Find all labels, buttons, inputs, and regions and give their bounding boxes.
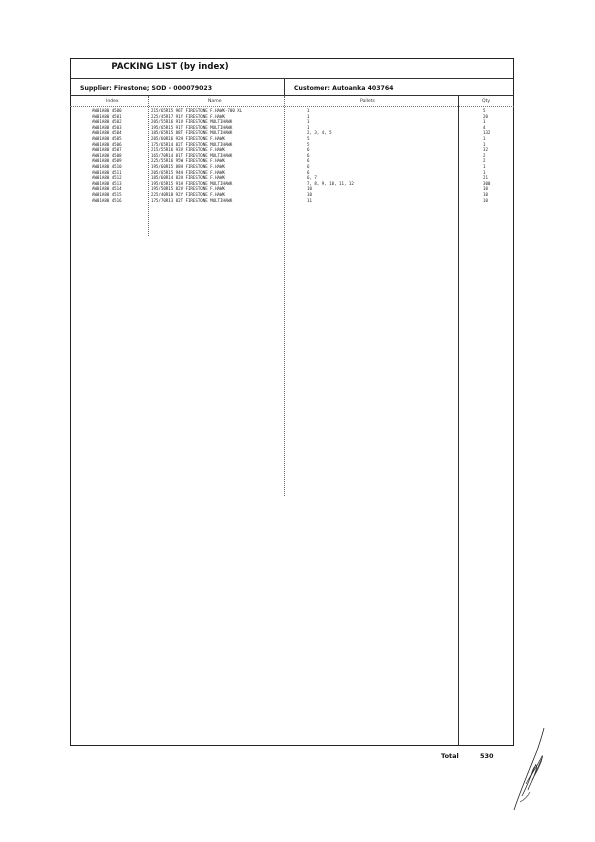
row-index: AW01A80 4514: [92, 186, 122, 192]
column-header-divider: [70, 106, 514, 107]
row-name: 175/70R13 82T FIRESTONE MULTIHAWK: [151, 197, 233, 203]
row-index: AW01A80 4504: [92, 130, 122, 136]
row-pallets: 11: [307, 197, 312, 203]
row-pallets: 6: [307, 147, 310, 153]
row-name: 175/65R14 82T FIRESTONE MULTIHAWK: [151, 141, 233, 147]
row-qty: 20: [483, 113, 488, 119]
row-index: AW01A80 4509: [92, 158, 122, 164]
handwritten-signature: [508, 718, 553, 818]
column-header-index: Index: [106, 99, 119, 104]
row-qty: 1: [483, 164, 486, 169]
row-qty: 10: [483, 186, 488, 192]
row-name: 195/50R15 82V FIRESTONE F.HAWK: [151, 186, 225, 192]
column-header-pallets: Pallets: [360, 99, 375, 104]
row-index: AW01A80 4516: [92, 197, 122, 203]
customer-field: [294, 85, 393, 92]
row-name: 215/55R16 93V FIRESTONE F.HAWK: [151, 147, 225, 153]
row-pallets: 5: [307, 141, 310, 147]
row-qty: 132: [483, 130, 491, 136]
row-index: AW01A80 4515: [92, 192, 122, 197]
row-pallets: 6: [307, 158, 310, 164]
row-pallets: 6: [307, 164, 310, 169]
customer-value: Autoanka 403764: [332, 85, 394, 92]
row-index: AW01A80 4513: [92, 180, 122, 186]
row-qty: 32: [483, 147, 488, 153]
column-divider-pallets: [458, 96, 459, 746]
row-name: 165/70R14 81T FIRESTONE MULTIHAWK: [151, 152, 233, 158]
row-qty: 10: [483, 192, 488, 197]
row-pallets: 10: [307, 192, 312, 197]
row-index: AW01A80 4511: [92, 169, 122, 175]
total-value: 530: [480, 752, 494, 760]
supplier-label: Supplier:: [80, 85, 112, 92]
column-header-qty: Qty: [482, 99, 491, 104]
row-pallets: 6: [307, 169, 310, 175]
row-pallets: 1: [307, 119, 310, 125]
row-qty: 10: [483, 197, 488, 203]
customer-label: Customer:: [294, 85, 331, 92]
row-pallets: 1: [307, 124, 310, 130]
row-index: AW01A80 4510: [92, 164, 122, 169]
title-divider: [70, 78, 514, 79]
row-name: 195/65R15 91H FIRESTONE MULTIHAWK: [151, 180, 233, 186]
row-index: AW01A80 4512: [92, 175, 122, 181]
row-pallets: 5: [307, 136, 310, 141]
row-qty: 1: [483, 141, 486, 147]
row-name: 185/65R15 88T FIRESTONE MULTIHAWK: [151, 130, 233, 136]
column-divider-index: [148, 96, 149, 236]
row-name: 225/40R18 92Y FIRESTONE F.HAWK: [151, 192, 225, 197]
column-divider-name: [284, 96, 285, 496]
row-name: 205/55R16 91V FIRESTONE MULTIHAWK: [151, 119, 233, 125]
row-qty: 300: [483, 180, 491, 186]
row-name: 195/60R15 88H FIRESTONE F.HAWK: [151, 164, 225, 169]
row-index: AW01A80 4506: [92, 141, 122, 147]
row-name: 195/65R15 91T FIRESTONE MULTIHAWK: [151, 124, 233, 130]
column-header-name: Name: [208, 99, 222, 104]
row-index: AW01A80 4503: [92, 124, 122, 130]
row-pallets: 6: [307, 152, 310, 158]
row-qty: 2: [483, 158, 486, 164]
row-pallets: 1: [307, 108, 310, 113]
document-frame: [70, 58, 514, 746]
supplier-value: Firestone; SOD - 000079023: [113, 85, 213, 92]
row-pallets: 2, 3, 4, 5: [307, 130, 332, 136]
row-index: AW01A80 4508: [92, 152, 122, 158]
party-divider: [284, 78, 285, 95]
row-index: AW01A80 4501: [92, 113, 122, 119]
row-qty: 2: [483, 152, 486, 158]
row-qty: 5: [483, 108, 486, 113]
header-divider: [70, 95, 514, 96]
row-index: AW01A80 4507: [92, 147, 122, 153]
row-qty: 1: [483, 119, 486, 125]
document-title: PACKING LIST (by index): [111, 62, 229, 72]
row-name: 225/45R17 91Y FIRESTONE F.HAWK: [151, 113, 225, 119]
row-qty: 4: [483, 124, 486, 130]
row-name: 205/65R15 94H FIRESTONE F.HAWK: [151, 169, 225, 175]
row-pallets: 1: [307, 113, 310, 119]
row-index: AW01A80 4500: [92, 108, 122, 113]
row-name: 215/65R15 96T FIRESTONE F.HAWK-700 XL: [151, 108, 243, 113]
row-pallets: 10: [307, 186, 312, 192]
row-qty: 1: [483, 136, 486, 141]
supplier-field: [80, 85, 212, 92]
row-pallets: 6, 7: [307, 175, 317, 181]
row-name: 225/55R16 95W FIRESTONE F.HAWK: [151, 158, 225, 164]
row-index: AW01A80 4505: [92, 136, 122, 141]
row-name: 185/60R14 82H FIRESTONE F.HAWK: [151, 175, 225, 181]
row-qty: 21: [483, 175, 488, 181]
row-name: 205/60R16 92H FIRESTONE F.HAWK: [151, 136, 225, 141]
row-index: AW01A80 4502: [92, 119, 122, 125]
row-qty: 1: [483, 169, 486, 175]
total-label: Total: [441, 752, 459, 760]
row-pallets: 7, 8, 9, 10, 11, 12: [307, 180, 354, 186]
